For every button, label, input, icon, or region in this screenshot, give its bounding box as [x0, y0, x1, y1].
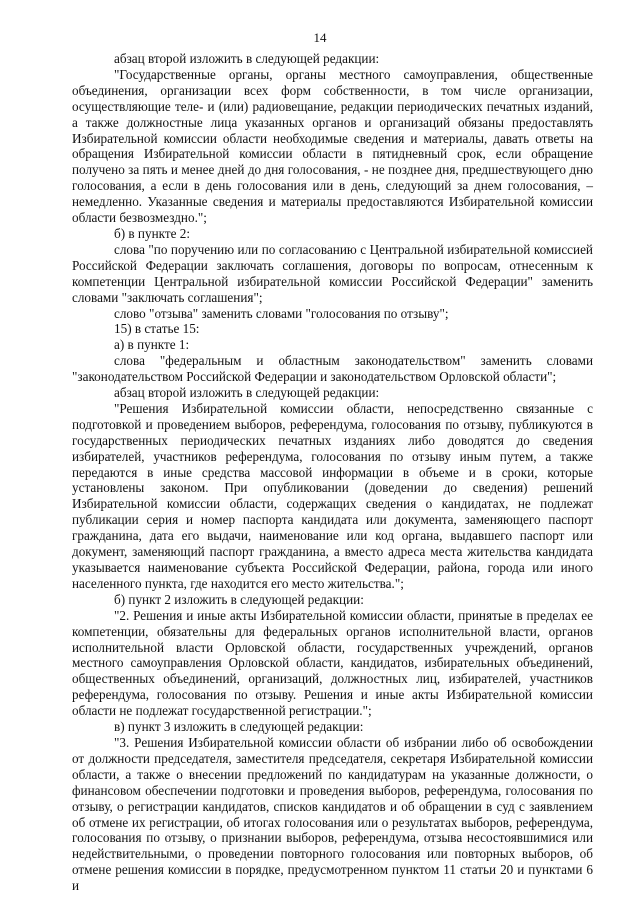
paragraph: слово "отзыва" заменить словами "голосования по отзыву";: [114, 305, 449, 321]
paragraph: абзац второй изложить в следующей редакции:: [114, 51, 380, 66]
paragraph: "2. Решения и иные акты Избирательной комиссии области, принятые в пределах ее компетенции, обязательны для федеральных органов исполнительной власти, органов исполнительной власти Орловской области, государственных учреждений, органов местного самоуправления Орловской области, кандидатов, избирательных объединений, общественных объединений, организаций, должностных лиц, избирателей, участников референдума, голосования по отзыву. Решения и иные акты Избирательной комиссии области не подлежат государственной регистрации.";: [72, 607, 593, 719]
paragraph: "Решения Избирательной комиссии области, непосредственно связанные с подготовкой и проведением выборов, референдума, голосования по отзыву, публикуются в государственных периодических печатных изданиях либо доводятся до сведения избирателей, участников референдума, голосования по отзыву иным путем, а также передаются в иные средства массовой информации в объеме и в сроки, которые установлены законом. При опубликовании (доведении до сведения) решений Избирательной комиссии области, содержащих сведения о кандидатах, не подлежат публикации серия и номер паспорта кандидата или документа, заменяющего паспорт гражданина, дата его выдачи, наименование или код органа, выдавшего паспорт или документ, заменяющий паспорт гражданина, а вместо адреса места жительства кандидата указывается наименование субъекта Российской Федерации, района, города или иного населенного пункта, где находится его место жительства.";: [72, 400, 593, 591]
paragraph: слова "по поручению или по согласованию с Центральной избирательной комиссией Российской Федерации заключать соглашения, договоры по вопросам, отнесенным к компетенции Центральной избирательной комиссии Российской Федерации" заменить словами "заключать соглашения";: [72, 241, 593, 305]
paragraph: б) пункт 2 изложить в следующей редакции:: [114, 591, 364, 607]
paragraph: "Государственные органы, органы местного самоуправления, общественные объединения, организации всех форм собственности, в том числе организации, осуществляющие теле- и (или) радиовещание, редакции периодических печатных изданий, а также должностные лица указанных органов и организаций обязаны предоставлять Избирательной комиссии области необходимые сведения и материалы, давать ответы на обращения Избирательной комиссии области в пятидневный срок, если обращение получено за пять и менее дней до дня голосования, - не позднее дня, предшествующего дню голосования, а если в день голосования или в день, следующий за днем голосования, – немедленно. Указанные сведения и материалы предоставляются Избирательной комиссии области безвозмездно.";: [72, 66, 593, 226]
paragraph: б) в пункте 2:: [114, 225, 191, 241]
paragraph: в) пункт 3 изложить в следующей редакции:: [114, 719, 364, 735]
page-number: 14: [313, 30, 327, 45]
paragraph: 15) в статье 15:: [114, 321, 200, 337]
paragraph: слова "федеральным и областным законодательством" заменить словами "законодательством Российской Федерации и законодательством Орловской области";: [72, 353, 593, 385]
paragraph: "3. Решения Избирательной комиссии области об избрании либо об освобождении от должности председателя, заместителя председателя, секретаря Избирательной комиссии области, а также о внесении предложений по кандидатурам на указанные должности, о финансовом обеспечении подготовки и проведения выборов, референдума, голосования по отзыву, о регистрации кандидатов, списков кандидатов и об обращении в суд с заявлением об отмене их регистрации, об итогах голосования или о результатах выборов, референдума, голосования по отзыву, о признании выборов, референдума, отзыва несостоявшимися или недействительными, о проведении повторного голосования или повторных выборов, об отмене решения комиссии в порядке, предусмотренном пунктом 11 статьи 20 и пунктами 6 и: [72, 734, 593, 894]
document-body: [72, 51, 593, 894]
paragraph: а) в пункте 1:: [114, 337, 190, 353]
paragraph: абзац второй изложить в следующей редакции:: [114, 385, 380, 401]
